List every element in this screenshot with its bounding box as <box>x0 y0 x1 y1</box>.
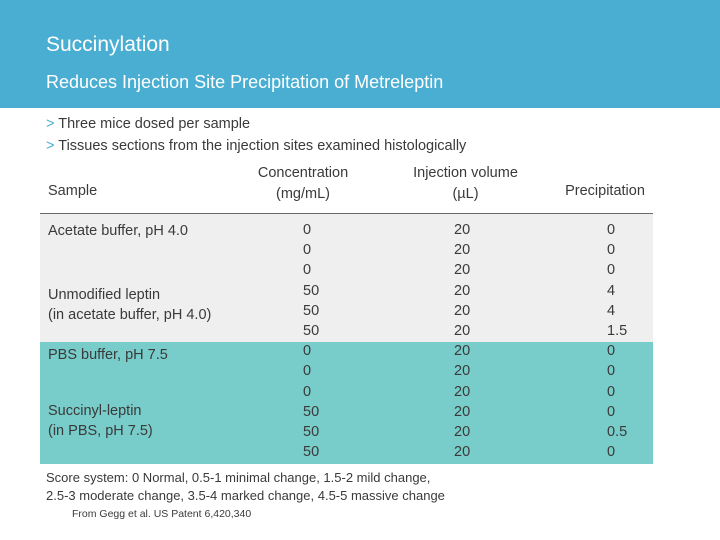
volume-cell: 20 <box>454 444 471 461</box>
sample-label-line2: (in acetate buffer, pH 4.0) <box>48 307 212 323</box>
precipitation-cell: 0 <box>607 383 616 400</box>
volume-cell: 20 <box>454 242 471 259</box>
header-injection-volume <box>398 163 533 205</box>
bullet-marker: > <box>46 138 55 154</box>
volume-cell: 20 <box>454 363 471 380</box>
bullet-text: Three mice dosed per sample <box>58 116 251 132</box>
volume-cell: 20 <box>454 343 471 360</box>
score-footnote <box>46 469 445 504</box>
header-concentration-line2: (mg/mL) <box>276 186 330 202</box>
concentration-cell: 0 <box>303 363 312 380</box>
concentration-cell: 50 <box>303 444 320 461</box>
concentration-column <box>303 220 319 462</box>
concentration-cell: 50 <box>303 323 320 340</box>
precipitation-cell: 0 <box>607 242 616 259</box>
sample-label-line1: PBS buffer, pH 7.5 <box>48 347 168 363</box>
footnote-line2: 2.5-3 moderate change, 3.5-4 marked change, 4.5-5 massive change <box>46 487 445 503</box>
header-volume-line1: Injection volume <box>413 165 518 181</box>
volume-cell: 20 <box>454 323 471 340</box>
bullet-marker: > <box>46 116 55 132</box>
sample-label-line2: (in PBS, pH 7.5) <box>48 423 153 439</box>
volume-cell: 20 <box>454 302 471 319</box>
concentration-cell: 0 <box>303 242 312 259</box>
slide-title: Succinylation <box>46 33 170 56</box>
concentration-cell: 0 <box>303 343 312 360</box>
header-concentration-line1: Concentration <box>257 165 349 181</box>
precipitation-cell: 4 <box>607 302 616 319</box>
concentration-cell: 50 <box>303 282 320 299</box>
volume-cell: 20 <box>454 282 471 299</box>
sample-label <box>48 221 188 241</box>
volume-cell: 20 <box>454 403 471 420</box>
sample-label <box>48 401 153 441</box>
sample-label-line1: Unmodified leptin <box>48 287 161 303</box>
precipitation-cell: 0 <box>607 262 616 279</box>
bullet-item <box>46 116 250 132</box>
sample-label-line1: Acetate buffer, pH 4.0 <box>48 223 188 239</box>
precipitation-cell: 0 <box>607 343 616 360</box>
header-divider <box>40 213 653 214</box>
header-sample: Sample <box>48 183 98 199</box>
concentration-cell: 50 <box>303 424 320 441</box>
concentration-cell: 0 <box>303 222 312 238</box>
precipitation-cell: 1.5 <box>607 323 628 340</box>
precipitation-cell: 0 <box>607 403 616 420</box>
precipitation-cell: 4 <box>607 282 616 299</box>
concentration-cell: 0 <box>303 383 312 400</box>
precipitation-cell: 0 <box>607 222 616 238</box>
concentration-cell: 50 <box>303 302 320 319</box>
header-volume-line2: (µL) <box>452 186 479 202</box>
volume-cell: 20 <box>454 424 471 441</box>
slide-subtitle: Reduces Injection Site Precipitation of Metreleptin <box>46 72 444 92</box>
bullet-item <box>46 138 466 154</box>
concentration-cell: 50 <box>303 403 320 420</box>
sample-label-line1: Succinyl-leptin <box>48 403 142 419</box>
bullet-text: Tissues sections from the injection sites examined histologically <box>58 138 467 154</box>
citation: From Gegg et al. US Patent 6,420,340 <box>72 508 252 520</box>
volume-cell: 20 <box>454 262 471 279</box>
concentration-cell: 0 <box>303 262 312 279</box>
sample-label <box>48 345 168 365</box>
footnote-line1: Score system: 0 Normal, 0.5-1 minimal change, 1.5-2 mild change, <box>46 470 431 485</box>
header-precipitation: Precipitation <box>565 183 645 199</box>
injection-volume-column <box>454 220 470 462</box>
sample-label <box>48 285 211 325</box>
header-concentration <box>243 163 363 205</box>
volume-cell: 20 <box>454 222 471 238</box>
precipitation-cell: 0 <box>607 444 616 461</box>
precipitation-column <box>607 220 627 462</box>
precipitation-cell: 0.5 <box>607 424 628 441</box>
precipitation-cell: 0 <box>607 363 616 380</box>
volume-cell: 20 <box>454 383 471 400</box>
